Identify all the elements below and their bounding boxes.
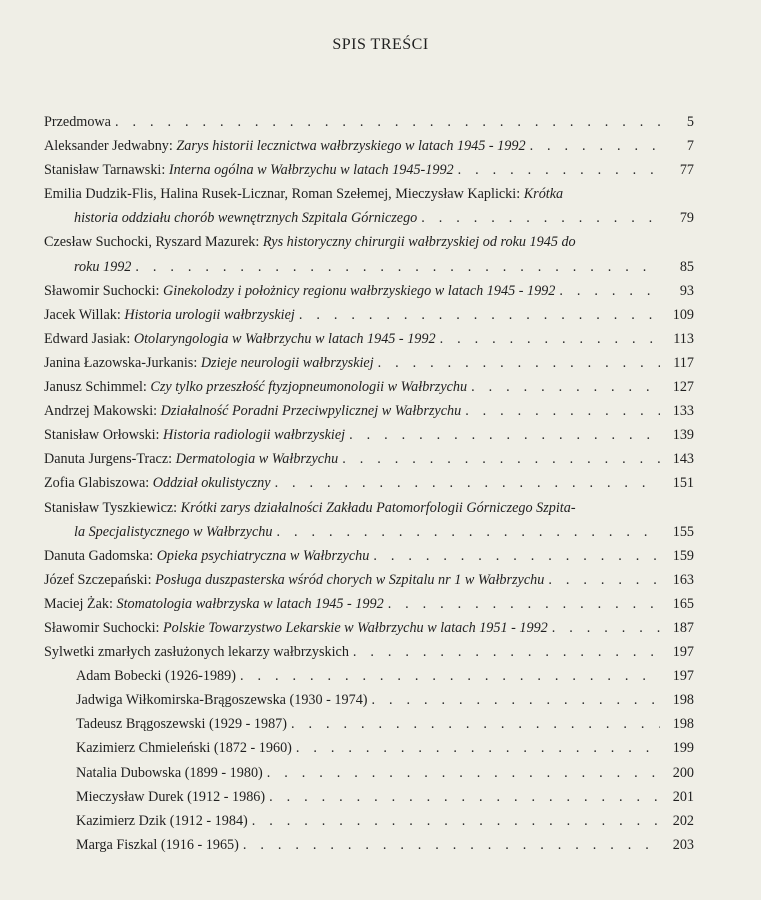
toc-entry [44,134,694,158]
toc-entry [44,616,694,640]
subentry-name: Marga Fiszkal (1916 - 1965) [76,833,243,857]
entry-page: 5 [686,114,694,130]
entry-page: 143 [672,451,694,468]
toc-entry [44,327,694,351]
entry-page: 139 [672,427,694,444]
toc-subentry [44,712,694,736]
entry-page: 155 [672,523,694,540]
subentry-page: 198 [672,716,694,733]
toc-subentry [44,736,694,760]
subentry-page: 203 [672,836,694,853]
toc-entry [44,158,694,182]
toc-entry [44,592,694,616]
entry-page: 197 [672,644,694,661]
toc-entry [44,279,694,303]
toc-entry [44,568,694,592]
entry-title: Czy tylko przeszłość ftyzjopneumonologii w Wałbrzychu [150,379,468,396]
subentry-page: 198 [672,692,694,709]
entry-title: Stomatologia wałbrzyska w latach 1945 - 1992 [116,595,384,612]
entry-page: 127 [672,379,694,396]
entry-author: Edward Jasiak: [44,330,134,347]
entry-title-continued: roku 1992 [74,258,132,275]
entry-title: Krótka [523,186,564,203]
toc-subentry [44,833,694,857]
entry-title: Historia urologii wałbrzyskiej [124,306,295,323]
entry-author: Jacek Willak: [44,306,125,323]
subentry-name: Jadwiga Wiłkomirska-Brągoszewska (1930 - 1974) [76,688,372,712]
subentry-name: Tadeusz Brągoszewski (1929 - 1987) [76,712,291,736]
toc-entry [44,375,694,399]
entry-page: 7 [686,138,694,155]
entry-title-continued: historia oddziału chorób wewnętrznych Szpitala Górniczego [74,210,418,227]
toc-subentry [44,664,694,688]
entry-title: Zarys historii lecznictwa wałbrzyskiego w latach 1945 - 1992 [176,138,526,155]
entry-author: Maciej Żak: [44,595,117,612]
toc-entry [44,230,694,278]
entry-title: Dermatologia w Wałbrzychu [175,451,339,468]
entry-title-continued: la Specjalistycznego w Wałbrzychu [74,523,273,540]
entry-author: Emilia Dudzik-Flis, Halina Rusek-Licznar, Roman Szełemej, Mieczysław Kaplicki: [44,186,524,203]
entry-author: Stanisław Tyszkiewicz: [44,499,181,516]
entry-author: Przedmowa [44,110,115,134]
entry-page: 159 [672,547,694,564]
entry-page: 165 [672,595,694,612]
entry-author: Józef Szczepański: [44,571,156,588]
toc-entry [44,182,694,230]
entry-title: Działalność Poradni Przeciwpylicznej w Wałbrzychu [160,403,462,420]
subentry-page: 202 [672,812,694,829]
subentry-name: Kazimierz Chmieleński (1872 - 1960) [76,736,296,760]
entry-page: 117 [673,354,694,371]
entry-page: 79 [679,210,694,227]
entry-page: 113 [673,330,694,347]
entry-page: 93 [679,282,694,299]
subentry-page: 199 [672,740,694,757]
toc-entry [44,544,694,568]
entry-page: 151 [672,475,694,492]
toc-entry [44,351,694,375]
toc-subentry [44,761,694,785]
entry-author: Zofia Glabiszowa: [44,475,153,492]
subentry-name: Natalia Dubowska (1899 - 1980) [76,761,267,785]
toc-entry [44,471,694,495]
subentry-name: Kazimierz Dzik (1912 - 1984) [76,809,252,833]
toc-entry [44,423,694,447]
entry-page: 133 [672,403,694,420]
entry-page: 85 [679,258,694,275]
toc-entry [44,110,694,134]
entry-author: Danuta Jurgens-Tracz: [44,451,176,468]
entry-title: Krótki zarys działalności Zakładu Patomorfologii Górniczego Szpita- [180,499,576,516]
entry-title: Rys historyczny chirurgii wałbrzyskiej od roku 1945 do [262,234,576,251]
entry-page: 187 [672,619,694,636]
toc-subentry [44,688,694,712]
entry-author: Sławomir Suchocki: [44,619,164,636]
entry-page: 77 [679,162,694,179]
entry-author: Aleksander Jedwabny: [44,138,177,155]
entry-author: Czesław Suchocki, Ryszard Mazurek: [44,234,263,251]
entry-title: Historia radiologii wałbrzyskiej [163,427,346,444]
entry-author: Sławomir Suchocki: [44,282,164,299]
entry-page: 109 [672,306,694,323]
toc-subentry [44,785,694,809]
entry-author: Janusz Schimmel: [44,379,151,396]
entry-author: Andrzej Makowski: [44,403,161,420]
entry-title: Oddział okulistyczny [152,475,271,492]
toc-entry [44,447,694,471]
entry-title: Opieka psychiatryczna w Wałbrzychu [156,547,370,564]
entry-title: Otolaryngologia w Wałbrzychu w latach 1945 - 1992 [133,330,436,347]
subentry-page: 200 [672,764,694,781]
entry-title: Interna ogólna w Wałbrzychu w latach 1945-1992 [168,162,454,179]
toc-entry [44,640,694,664]
entry-author: Janina Łazowska-Jurkanis: [44,354,201,371]
subentry-name: Mieczysław Durek (1912 - 1986) [76,785,269,809]
subentry-page: 201 [672,788,694,805]
table-of-contents [44,110,694,857]
page-title: SPIS TREŚCI [332,36,429,53]
toc-entry [44,399,694,423]
entry-author: Danuta Gadomska: [44,547,157,564]
entry-title: Posługa duszpasterska wśród chorych w Szpitalu nr 1 w Wałbrzychu [155,571,545,588]
entry-page: 163 [672,571,694,588]
entry-author: Stanisław Tarnawski: [44,162,169,179]
entry-title: Polskie Towarzystwo Lekarskie w Wałbrzychu w latach 1951 - 1992 [163,619,548,636]
toc-entry [44,303,694,327]
toc-entry [44,496,694,544]
subentry-page: 197 [672,668,694,685]
subentry-name: Adam Bobecki (1926-1989) [76,664,240,688]
toc-subentry [44,809,694,833]
entry-title: Dzieje neurologii wałbrzyskiej [200,354,374,371]
entry-author: Stanisław Orłowski: [44,427,164,444]
entry-title: Ginekolodzy i położnicy regionu wałbrzyskiego w latach 1945 - 1992 [163,282,556,299]
entry-author: Sylwetki zmarłych zasłużonych lekarzy wałbrzyskich [44,640,353,664]
